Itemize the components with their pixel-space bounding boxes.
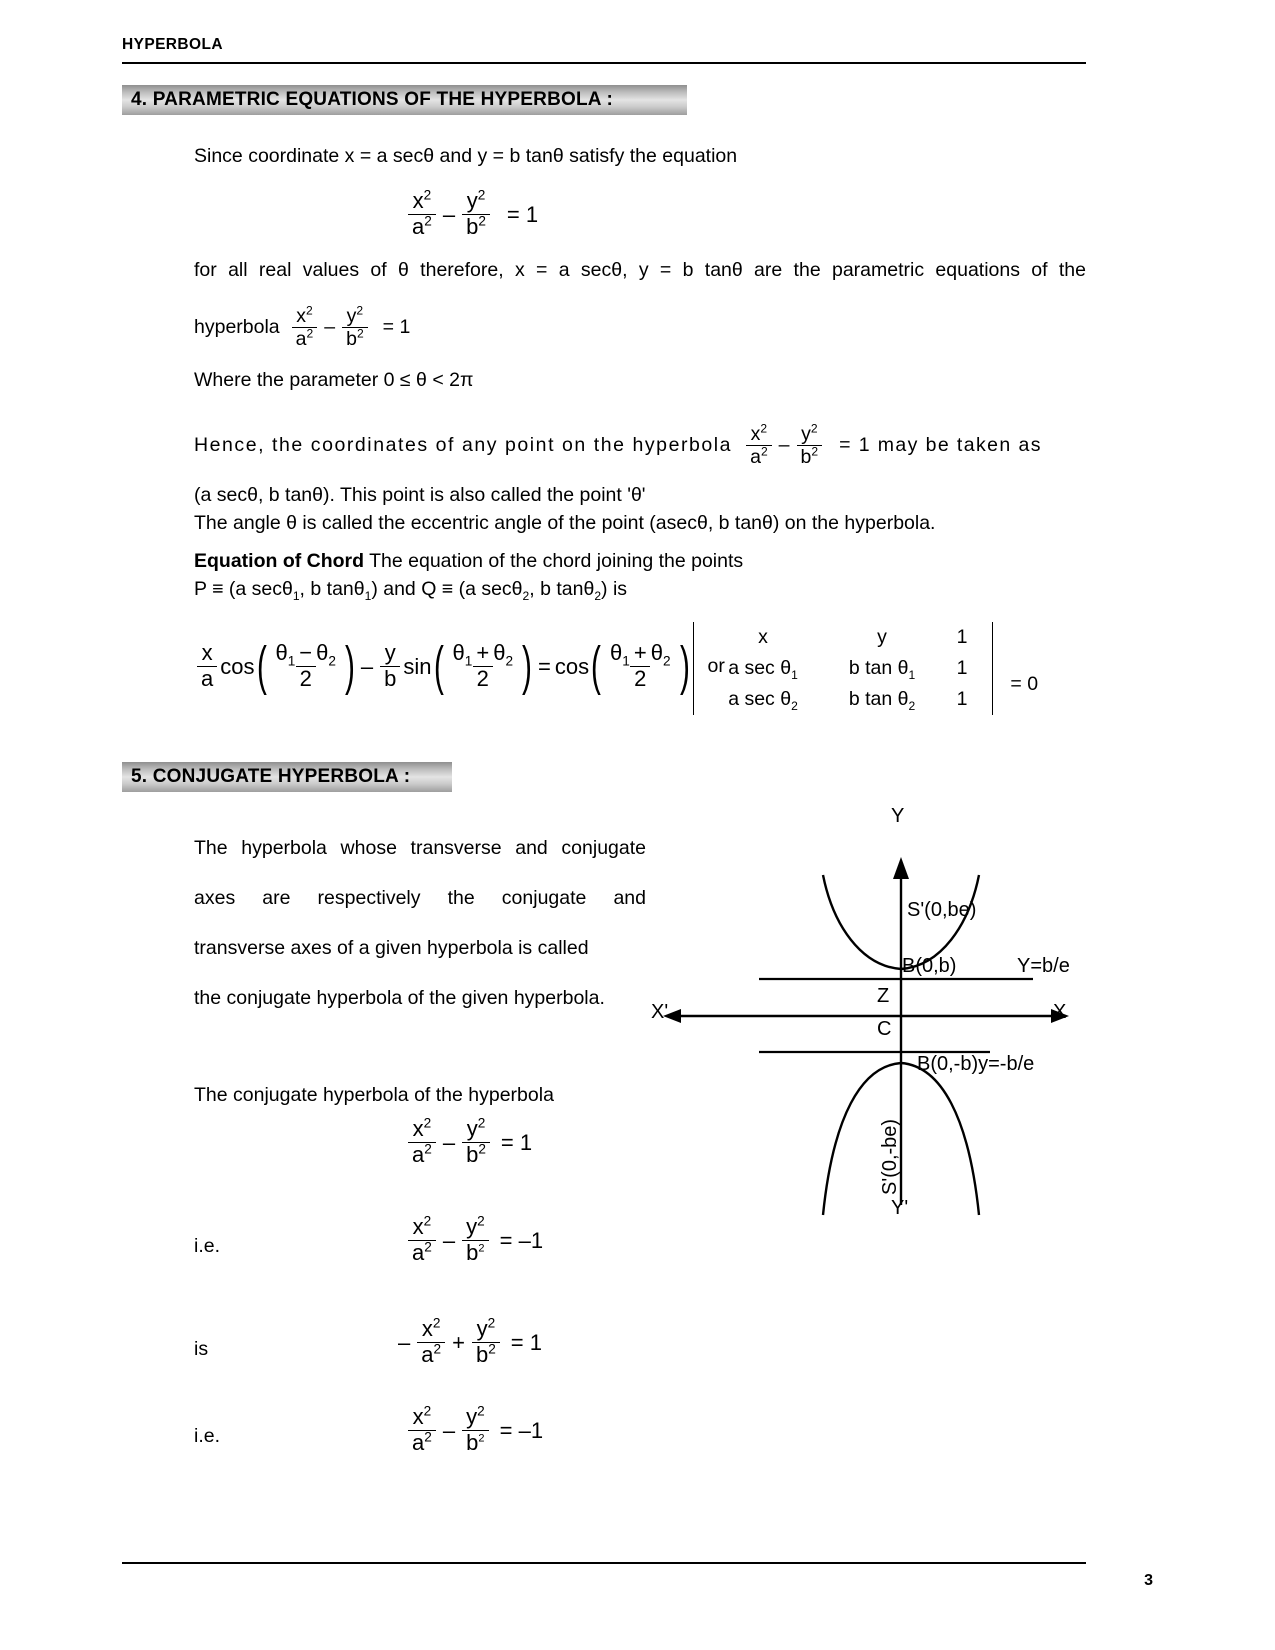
fraction-x2-over-a2: $\frac{x^2}{a^2}$ — [417, 1318, 445, 1367]
cos-function-1: cos — [220, 653, 255, 679]
section5-para-line2: axes are respectively the conjugate and — [194, 887, 646, 909]
determinant-cell: a $\sec \theta_1$ — [728, 656, 798, 682]
minus-operator: – — [324, 315, 336, 338]
determinant-row — [704, 684, 982, 715]
conjugate-base-equation — [405, 1115, 533, 1167]
leading-minus-operator: – — [398, 1329, 411, 1355]
label-ie-2: i.e. — [194, 1425, 221, 1447]
equation-1-rhs: = 1 — [506, 201, 539, 227]
upper-directrix-label: Y=b/e — [1017, 955, 1070, 977]
fraction-x2-over-a2: $\frac{x^2}{a^2}$ — [408, 190, 436, 239]
fraction-theta1-minus-theta2-over-2: $\frac{\theta_1 - \theta_2}{2}$ — [275, 640, 336, 691]
section4-line5-suffix: = 1 may be taken as — [839, 433, 1042, 456]
subscript-1: 1 — [364, 588, 372, 603]
section5-para-line4: the conjugate hyperbola of the given hyperbola. — [194, 987, 605, 1009]
determinant-cell: 1 — [956, 687, 968, 710]
fraction-y2-over-b2: $\frac{y^2}{b^2}$ — [797, 424, 823, 468]
determinant-table — [694, 622, 992, 715]
y-prime-axis-label: Y' — [891, 1197, 909, 1219]
fraction-y2-over-b2: $\frac{y^2}{b^2}$ — [472, 1318, 500, 1367]
determinant-cell: 1 — [956, 656, 968, 679]
left-paren: ( — [591, 635, 601, 696]
section-5-heading-bar — [122, 762, 452, 792]
section4-line5-prefix: Hence, the coordinates of any point on the hyperbola — [194, 433, 733, 456]
determinant-cell: 1 — [956, 625, 968, 648]
chord-point-q-part1: ) and Q ≡ (a secθ — [371, 578, 523, 600]
minus-operator: – — [442, 1129, 456, 1155]
chord-equation — [194, 635, 725, 696]
chord-points-line — [194, 577, 627, 603]
fraction-theta1-plus-theta2-over-2: $\frac{\theta_1 + \theta_2}{2}$ — [452, 640, 514, 691]
section4-display-equation-1 — [405, 187, 539, 239]
label-is: is — [194, 1338, 209, 1360]
section4-line3-prefix: hyperbola — [194, 315, 280, 338]
minus-operator: – — [442, 1227, 456, 1253]
upper-focus-label: S'(0,be) — [907, 899, 977, 921]
y-axis-top-arrowhead — [893, 857, 909, 879]
subscript-2: 2 — [522, 588, 530, 603]
left-paren: ( — [256, 635, 267, 696]
determinant-cell: y — [877, 625, 887, 648]
center-c-label: C — [877, 1018, 892, 1040]
section5-para-line3: transverse axes of a given hyperbola is called — [194, 937, 589, 959]
right-paren: ) — [679, 635, 690, 696]
fraction-y2-over-b2: $\frac{y^2}{b^2}$ — [462, 1216, 489, 1265]
cos-function-2: cos — [554, 653, 590, 679]
or-connector: or — [707, 654, 725, 677]
fraction-x2-over-a2: $\frac{x^2}{a^2}$ — [408, 1216, 436, 1265]
right-paren: ) — [522, 635, 532, 696]
subscript-2: 2 — [594, 588, 602, 603]
chord-point-suffix: ) is — [601, 578, 628, 600]
section-4-heading-text: 4. PARAMETRIC EQUATIONS OF THE HYPERBOLA : — [131, 89, 614, 110]
determinant-cell: a $\sec \theta_2$ — [728, 687, 798, 713]
conjugate-intro-line: The conjugate hyperbola of the hyperbola — [194, 1084, 554, 1106]
chord-point-q-part2: , b tanθ — [529, 578, 595, 600]
fraction-y2-over-b2: $\frac{y^2}{b^2}$ — [462, 1406, 489, 1455]
fraction-theta1-plus-theta2-over-2: $\frac{\theta_1 + \theta_2}{2}$ — [610, 640, 671, 691]
section-4-heading-bar — [122, 85, 687, 115]
fraction-y-over-b: $\frac{y}{b}$ — [380, 642, 400, 691]
chord-point-p-part1: P ≡ (a secθ — [194, 578, 293, 600]
section5-para-line1: The hyperbola whose transverse and conjugate — [194, 837, 646, 859]
equation-rhs: = 1 — [500, 1129, 533, 1155]
section4-line7: The angle θ is called the eccentric angle of the point (asecθ, b tanθ) on the hyperbola. — [194, 512, 936, 534]
conjugate-equation-ie2 — [405, 1403, 544, 1455]
chord-determinant — [693, 622, 1038, 715]
fraction-x2-over-a2: $\frac{x^2}{a^2}$ — [746, 424, 772, 468]
sin-function: sin — [403, 653, 432, 679]
equation-rhs: = 1 — [510, 1329, 542, 1355]
right-paren: ) — [345, 635, 355, 696]
determinant-cell: b $\tan \theta_1$ — [848, 656, 916, 682]
page-number: 3 — [1144, 1572, 1153, 1589]
conjugate-equation-is — [394, 1315, 542, 1367]
diagram-svg — [655, 805, 1075, 1225]
point-z-label: Z — [877, 985, 890, 1007]
running-header: HYPERBOLA — [122, 36, 223, 53]
section4-line6: (a secθ, b tanθ). This point is also called the point 'θ' — [194, 484, 646, 506]
determinant-right-bar — [992, 622, 993, 715]
equation-of-chord-rest: The equation of the chord joining the points — [364, 550, 744, 572]
chord-point-p-part2: , b tanθ — [299, 578, 365, 600]
section4-line1: Since coordinate x = a secθ and y = b tanθ satisfy the equation — [194, 145, 738, 167]
plus-operator: + — [452, 1329, 465, 1355]
fraction-x-over-a: $\frac{x}{a}$ — [197, 642, 217, 691]
minus-operator: – — [442, 1417, 456, 1443]
conjugate-equation-ie1 — [405, 1213, 544, 1265]
section4-line3-rhs: = 1 — [382, 315, 411, 338]
minus-operator: – — [360, 653, 374, 679]
left-paren: ( — [433, 635, 444, 696]
section4-line4: Where the parameter 0 ≤ θ < 2π — [194, 369, 474, 391]
x-axis-label: X — [1053, 1001, 1067, 1023]
fraction-y2-over-b2: $\frac{y^2}{b^2}$ — [462, 1118, 490, 1167]
header-rule — [122, 62, 1086, 64]
section4-line5 — [194, 421, 1042, 469]
equals-sign: = — [537, 653, 551, 679]
fraction-y2-over-b2: $\frac{y^2}{b^2}$ — [462, 190, 490, 239]
fraction-x2-over-a2: $\frac{x^2}{a^2}$ — [408, 1406, 436, 1455]
fraction-x2-over-a2: $\frac{x^2}{a^2}$ — [292, 306, 318, 350]
equation-of-chord-bold: Equation of Chord — [194, 550, 365, 572]
minus-operator: – — [442, 201, 456, 227]
determinant-cell: x — [758, 625, 768, 648]
conjugate-hyperbola-diagram — [651, 805, 1075, 1225]
fraction-x2-over-a2: $\frac{x^2}{a^2}$ — [408, 1118, 436, 1167]
equation-of-chord-label — [194, 549, 743, 575]
determinant-row — [704, 653, 982, 684]
lower-vertex-label: B(0,-b)y=-b/e — [917, 1053, 1035, 1075]
section4-line3 — [194, 303, 411, 351]
x-prime-axis-label: X' — [651, 1001, 669, 1023]
y-axis-label: Y — [891, 805, 905, 827]
section-5-heading-text: 5. CONJUGATE HYPERBOLA : — [131, 766, 411, 787]
determinant-row — [704, 622, 982, 653]
equation-rhs: = –1 — [499, 1417, 544, 1443]
minus-operator: – — [778, 433, 790, 456]
equation-rhs: = –1 — [499, 1227, 544, 1253]
footer-rule — [122, 1562, 1086, 1564]
lower-focus-label: S'(0,-be) — [879, 1118, 901, 1195]
fraction-y2-over-b2: $\frac{y^2}{b^2}$ — [342, 306, 368, 350]
section4-line2: for all real values of θ therefore, x = a secθ, y = b tanθ are the parametric equations of the — [194, 259, 1086, 281]
determinant-cell: b $\tan \theta_2$ — [848, 687, 916, 713]
subscript-1: 1 — [292, 588, 300, 603]
upper-vertex-label: B(0,b) — [902, 955, 957, 977]
label-ie-1: i.e. — [194, 1235, 221, 1257]
determinant-result: = 0 — [1010, 672, 1039, 695]
